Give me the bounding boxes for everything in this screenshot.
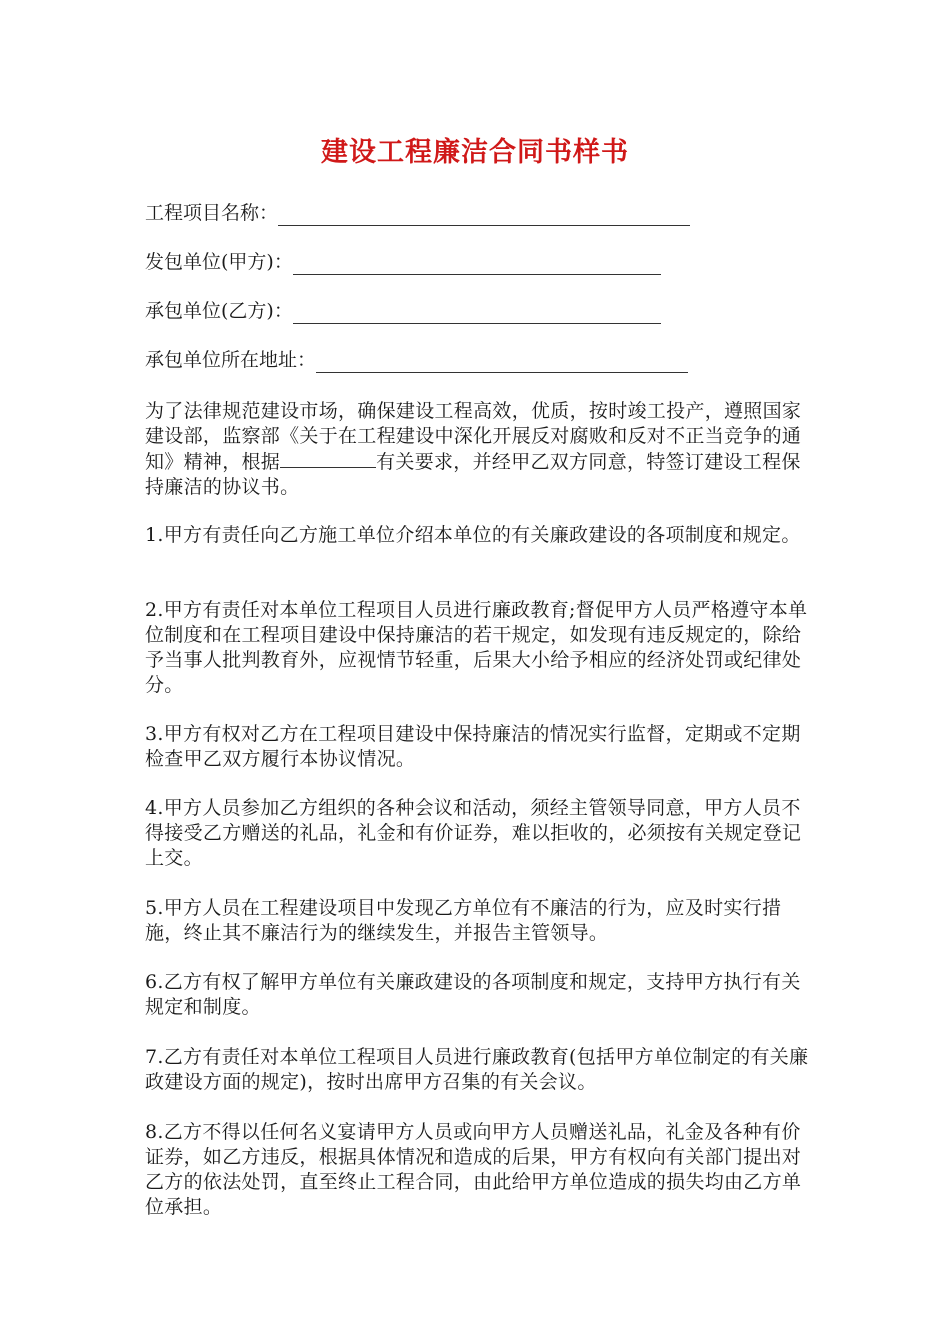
field-project-name <box>145 200 690 226</box>
intro-text-after: 有关要求，并经甲乙双方同意，特签订建设工程保持廉洁的协议书。 <box>145 451 801 498</box>
fill-in-line <box>293 303 661 324</box>
clause-3: 3.甲方有权对乙方在工程项目建设中保持廉洁的情况实行监督，定期或不定期检查甲乙双方履行本协议情况。 <box>145 723 801 770</box>
fill-in-blank <box>280 449 376 468</box>
clause-6: 6.乙方有权了解甲方单位有关廉政建设的各项制度和规定，支持甲方执行有关规定和制度。 <box>145 971 801 1018</box>
fill-in-line <box>316 352 688 373</box>
field-label: 承包单位所在地址： <box>145 349 317 371</box>
intro-text-before: 为了法律规范建设市场，确保建设工程高效，优质，按时竣工投产，遵照国家建设部，监察部《关于在工程建设中深化开展反对腐败和反对不正当竞争的通知》精神，根据 <box>145 400 802 473</box>
field-label: 发包单位(甲方)： <box>145 251 293 273</box>
field-party-b-address <box>145 347 688 373</box>
clause-8: 8.乙方不得以任何名义宴请甲方人员或向甲方人员赠送礼品，礼金及各种有价证券，如乙方违反，根据具体情况和造成的后果，甲方有权向有关部门提出对乙方的依法处罚，直至终止工程合同，由此给甲方单位造成的损失均由乙方单位承担。 <box>145 1121 802 1218</box>
clause-2: 2.甲方有责任对本单位工程项目人员进行廉政教育;督促甲方人员严格遵守本单位制度和在工程项目建设中保持廉洁的若干规定，如发现有违反规定的，除给予当事人批判教育外，应视情节轻重，后果大小给予相应的经济处罚或纪律处分。 <box>145 599 808 696</box>
clause-4: 4.甲方人员参加乙方组织的各种会议和活动，须经主管领导同意，甲方人员不得接受乙方赠送的礼品，礼金和有价证券，难以拒收的，必须按有关规定登记上交。 <box>145 797 802 869</box>
field-label: 承包单位(乙方)： <box>145 300 293 322</box>
document-title: 建设工程廉洁合同书样书 <box>321 137 629 168</box>
clause-1: 1.甲方有责任向乙方施工单位介绍本单位的有关廉政建设的各项制度和规定。 <box>145 524 801 546</box>
clause-5: 5.甲方人员在工程建设项目中发现乙方单位有不廉洁的行为，应及时实行措施，终止其不廉洁行为的继续发生，并报告主管领导。 <box>145 897 782 944</box>
field-label: 工程项目名称： <box>145 202 279 224</box>
field-party-a <box>145 249 661 275</box>
fill-in-line <box>278 205 690 226</box>
clause-7: 7.乙方有责任对本单位工程项目人员进行廉政教育(包括甲方单位制定的有关廉政建设方面的规定)，按时出席甲方召集的有关会议。 <box>145 1046 809 1093</box>
intro-paragraph <box>145 399 810 500</box>
field-party-b <box>145 298 661 324</box>
fill-in-line <box>293 254 661 275</box>
